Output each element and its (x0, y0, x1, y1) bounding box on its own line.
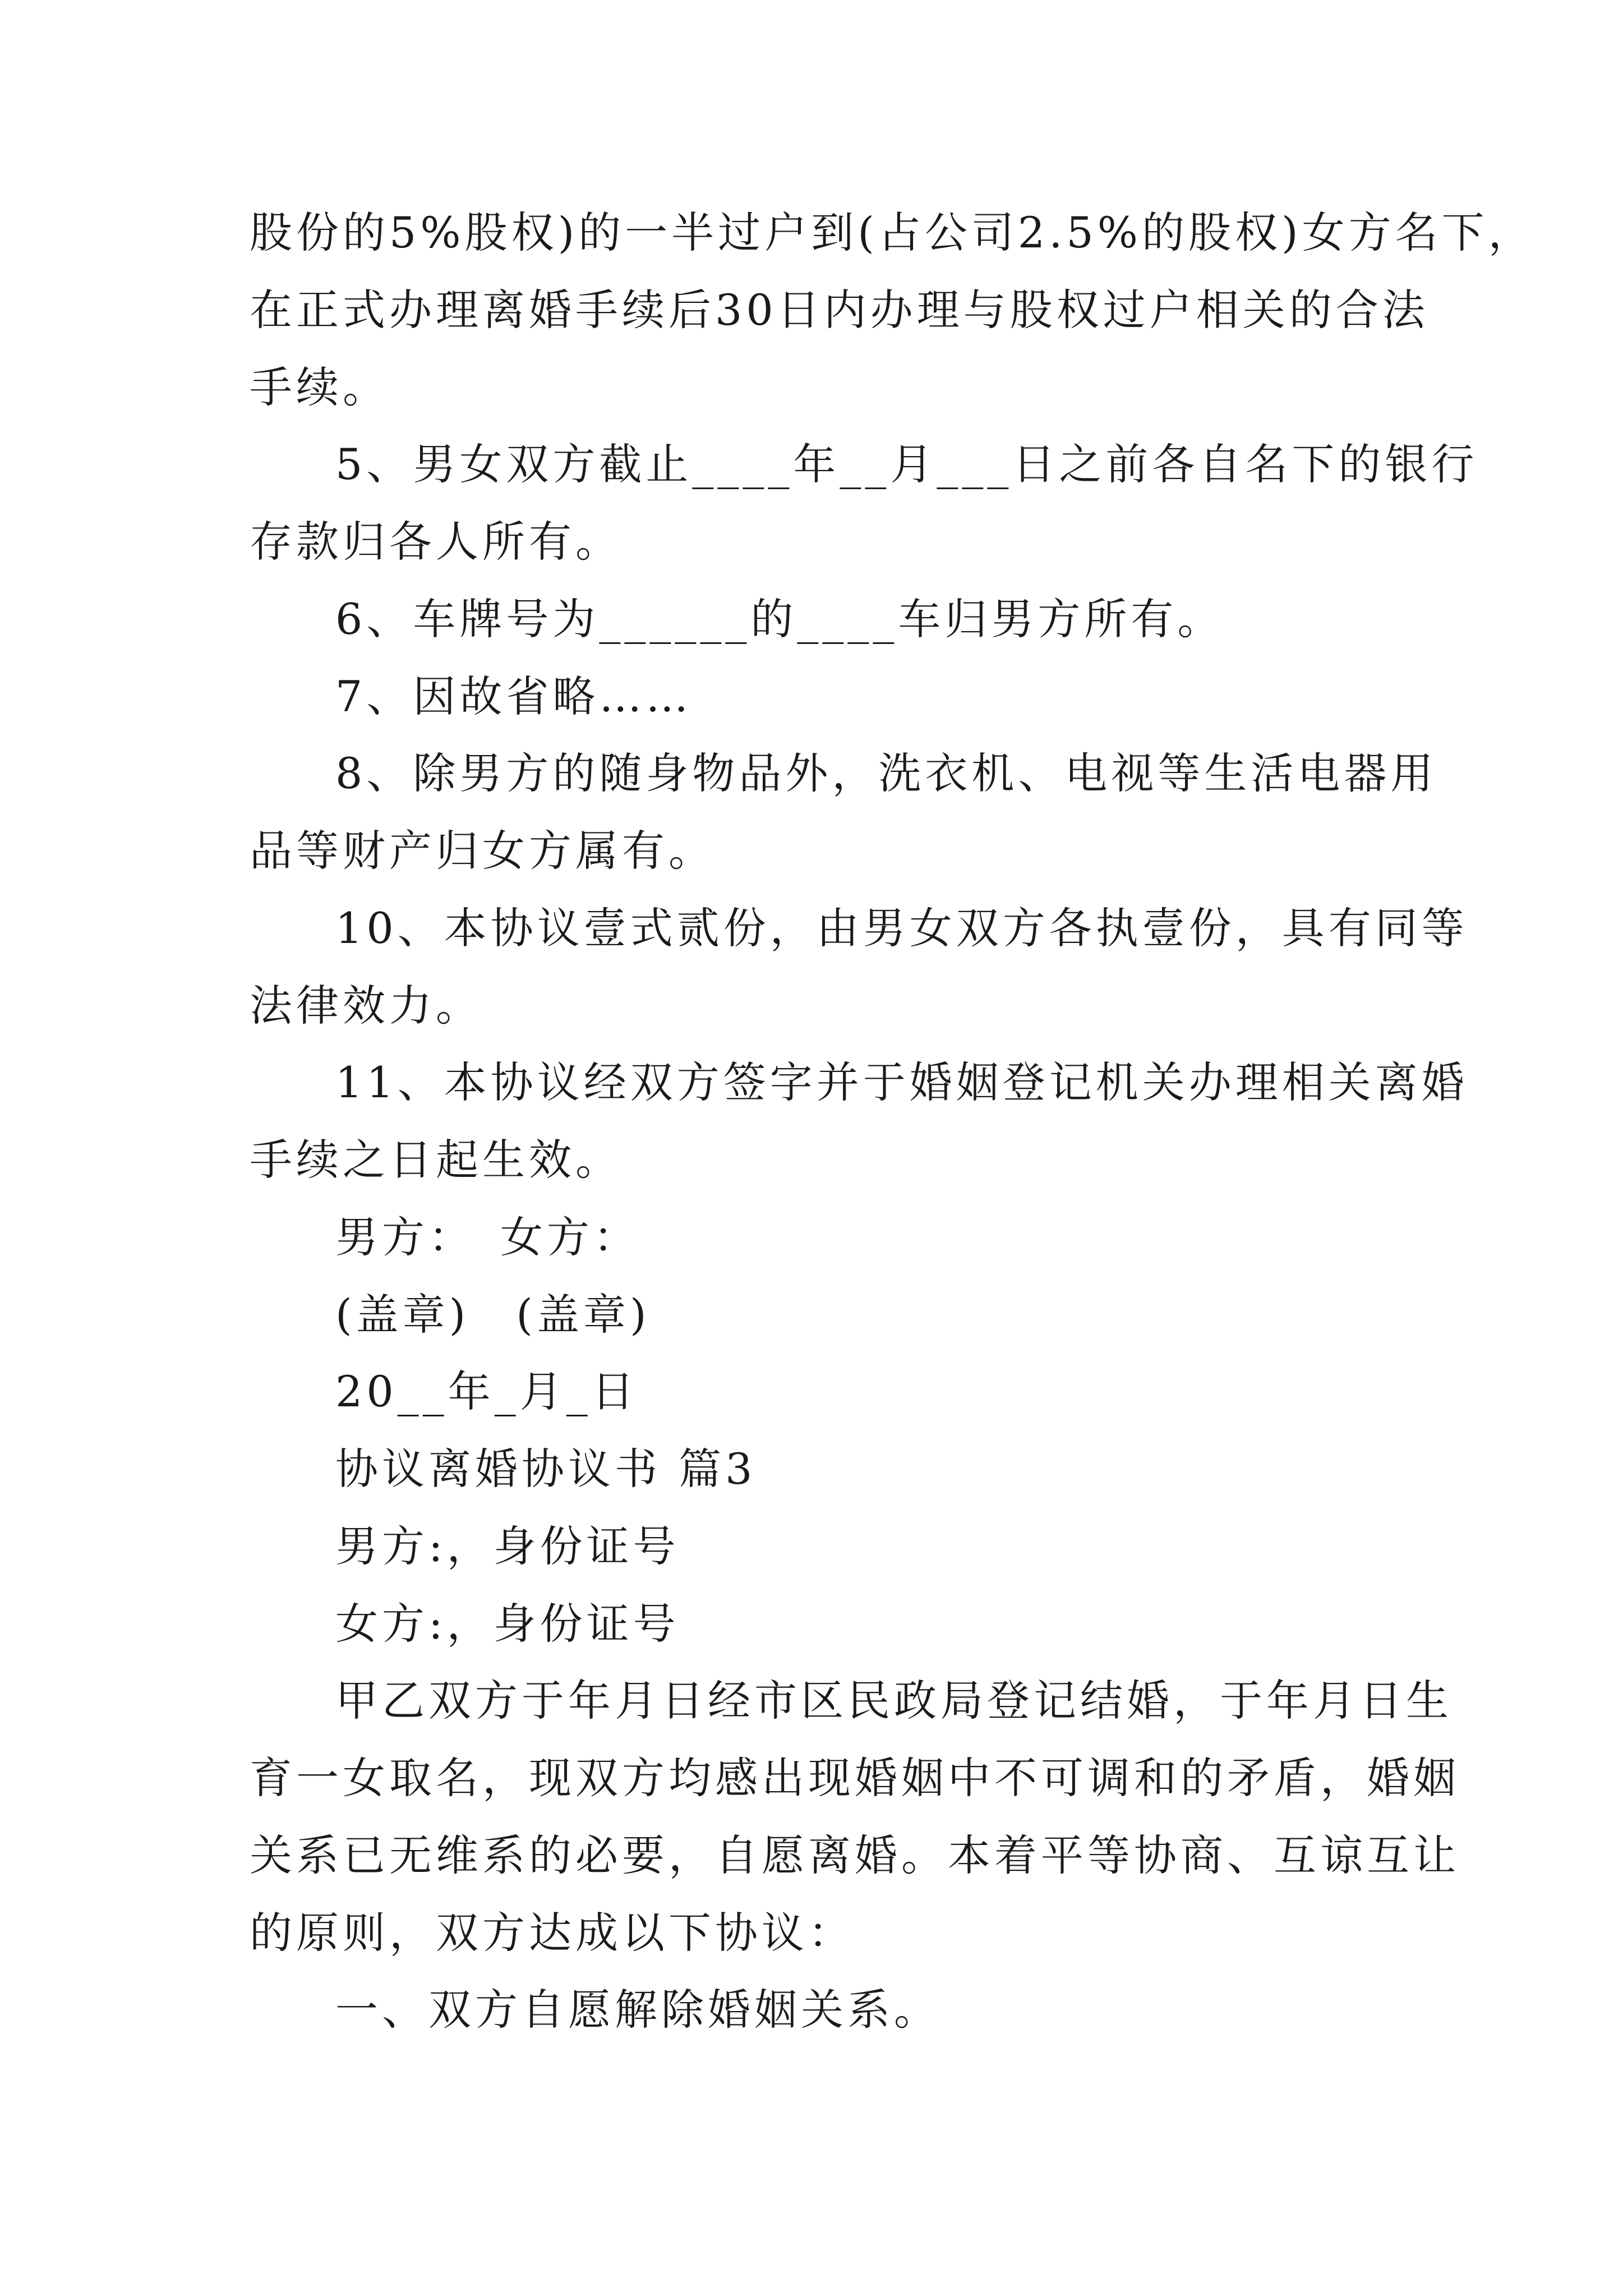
section-heading: 协议离婚协议书 篇3 (335, 1444, 757, 1494)
text-line: 8、除男方的随身物品外，洗衣机、电视等生活电器用 (335, 748, 1437, 798)
text-line: 股份的5%股权)的一半过户到(占公司2.5%的股权)女方名下， (250, 208, 1535, 257)
text-line: 存款归各人所有。 (250, 517, 622, 567)
text-line: 的原则，双方达成以下协议： (250, 1908, 855, 1958)
text-line: 在正式办理离婚手续后30日内办理与股权过户相关的合法 (250, 285, 1429, 335)
text-line: 关系已无维系的必要，自愿离婚。本着平等协商、互谅互让 (250, 1830, 1460, 1880)
text-line: 一、双方自愿解除婚姻关系。 (335, 1985, 940, 2035)
text-line: 法律效力。 (250, 981, 482, 1030)
text-line: 5、男女双方截止____年__月___日之前各自名下的银行 (335, 439, 1478, 489)
text-line: 11、本协议经双方签字并于婚姻登记机关办理相关离婚 (335, 1057, 1468, 1107)
text-line: 女方:，身份证号 (335, 1599, 680, 1649)
text-line: 甲乙双方于年月日经市区民政局登记结婚，于年月日生 (335, 1676, 1453, 1726)
text-line: 10、本协议壹式贰份，由男女双方各执壹份，具有同等 (335, 903, 1468, 953)
text-line: 手续。 (250, 362, 389, 412)
signature-label-line: 男方： 女方： (335, 1212, 640, 1262)
text-line: 6、车牌号为______的____车归男方所有。 (335, 594, 1224, 644)
text-line: 男方:，身份证号 (335, 1521, 680, 1571)
text-line: 7、因故省略…… (335, 671, 693, 721)
text-line: 手续之日起生效。 (250, 1135, 622, 1185)
date-line: 20__年_月_日 (335, 1366, 638, 1416)
text-line: 育一女取名，现双方均感出现婚姻中不可调和的矛盾，婚姻 (250, 1753, 1460, 1803)
seal-label-line: (盖章) (盖章) (335, 1290, 651, 1340)
text-line: 品等财产归女方属有。 (250, 826, 715, 876)
